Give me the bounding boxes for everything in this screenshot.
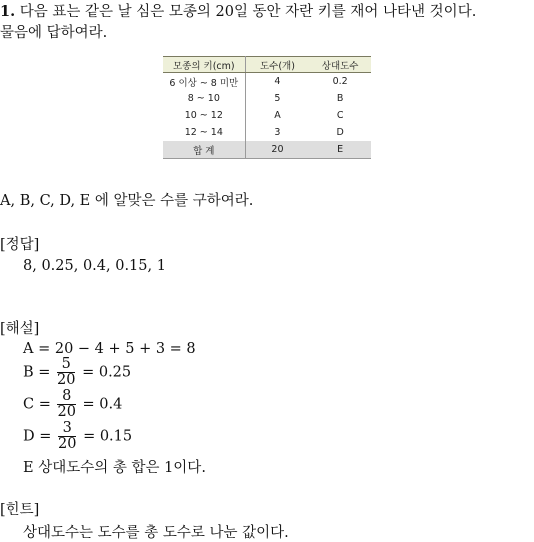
question-line-1 (0, 1, 534, 23)
equation-lhs: C = (23, 396, 51, 413)
header-relative-frequency: 상대도수 (309, 57, 371, 73)
numerator: 3 (58, 421, 76, 437)
fraction (58, 421, 76, 452)
header-height: 모종의 키(cm) (163, 57, 245, 73)
table-cell: 8 ~ 10 (163, 90, 245, 107)
table-cell: 6 이상 ~ 8 미만 (163, 73, 245, 91)
explanation-line-c (23, 389, 122, 420)
numerator: 5 (57, 357, 75, 373)
table-row (163, 107, 371, 124)
denominator: 20 (57, 372, 76, 388)
answer-label: [정답] (0, 237, 40, 253)
explanation-line-d (23, 421, 132, 452)
header-frequency: 도수(개) (245, 57, 309, 73)
explanation-label: [해설] (0, 321, 40, 337)
question-text-1: 다음 표는 같은 날 심은 모종의 20일 동안 자란 키를 재어 나타낸 것이다. (19, 4, 477, 20)
table-header-row (163, 57, 371, 73)
table-cell: 0.2 (332, 76, 348, 87)
table-row (163, 73, 371, 91)
equation-lhs: B = (23, 364, 51, 381)
table-cell: 12 ~ 14 (163, 124, 245, 141)
total-label: 합 계 (163, 141, 245, 159)
table-cell: C (336, 110, 344, 121)
explanation-line-e: E 상대도수의 총 합은 1이다. (23, 460, 206, 476)
hint-text: 상대도수는 도수를 총 도수로 나눈 값이다. (23, 525, 289, 541)
equation-rhs: = 0.4 (82, 396, 123, 413)
explanation-line-b (23, 357, 131, 388)
fraction (57, 389, 75, 420)
equation-rhs: = 0.25 (82, 364, 132, 381)
total-frequency: 20 (245, 141, 309, 159)
table-cell: D (336, 127, 344, 138)
table-cell: A (274, 110, 281, 121)
denominator: 20 (58, 436, 77, 452)
fraction (57, 357, 75, 388)
equation-lhs: D = (23, 428, 52, 445)
table-cell: 5 (274, 93, 281, 104)
table-row (163, 124, 371, 141)
question-text-2: 물음에 답하여라. (0, 25, 108, 41)
table-row (163, 90, 371, 107)
hint-label: [힌트] (0, 502, 40, 518)
frequency-table (163, 56, 371, 159)
table-total-row (163, 141, 371, 159)
table-cell: 4 (274, 76, 281, 87)
question-number: 1. (0, 3, 16, 20)
equation-rhs: = 0.15 (83, 428, 133, 445)
table-cell: 10 ~ 12 (163, 107, 245, 124)
denominator: 20 (57, 404, 76, 420)
sub-question: A, B, C, D, E 에 알맞은 수를 구하여라. (0, 193, 254, 209)
numerator: 8 (57, 389, 75, 405)
explanation-line-a: A = 20 − 4 + 5 + 3 = 8 (23, 341, 196, 357)
table-cell: B (336, 93, 344, 104)
total-relative-frequency: E (309, 141, 371, 159)
answer-value: 8, 0.25, 0.4, 0.15, 1 (23, 258, 166, 274)
table-cell: 3 (274, 127, 281, 138)
